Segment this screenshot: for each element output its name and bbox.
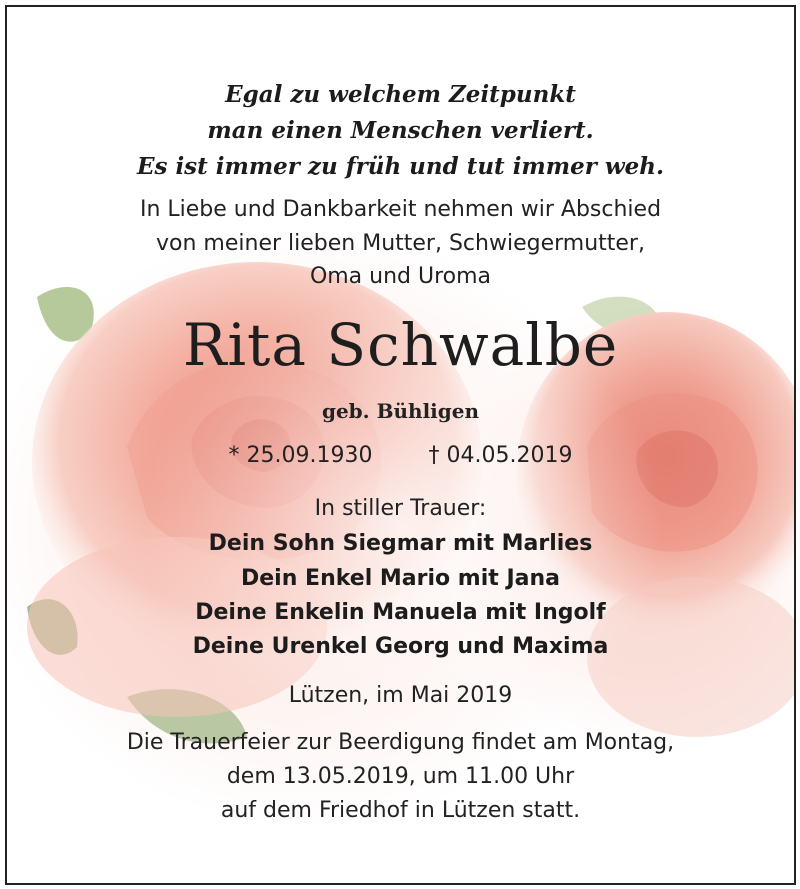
mourners-heading: In stiller Trauer: bbox=[314, 496, 487, 521]
mourner-line: Dein Enkel Mario mit Jana bbox=[241, 566, 560, 591]
intro-line-3: Oma und Uroma bbox=[309, 264, 492, 289]
mourner-line: Dein Sohn Siegmar mit Marlies bbox=[208, 531, 593, 556]
funeral-line-3: auf dem Friedhof in Lützen statt. bbox=[220, 798, 581, 823]
obituary-text bbox=[7, 7, 794, 883]
death-date: † 04.05.2019 bbox=[428, 443, 573, 468]
birth-date: * 25.09.1930 bbox=[228, 443, 373, 468]
verse-line-1: Egal zu welchem Zeitpunkt bbox=[225, 81, 576, 108]
place-and-date: Lützen, im Mai 2019 bbox=[288, 683, 513, 708]
mourner-line: Deine Urenkel Georg und Maxima bbox=[192, 634, 609, 659]
obituary-frame bbox=[5, 5, 796, 885]
deceased-name: Rita Schwalbe bbox=[182, 311, 619, 379]
funeral-line-2: dem 13.05.2019, um 11.00 Uhr bbox=[226, 764, 575, 789]
verse-line-2: man einen Menschen verliert. bbox=[207, 117, 594, 144]
intro-line-2: von meiner lieben Mutter, Schwiegermutter, bbox=[156, 231, 645, 256]
birth-name: geb. Bühligen bbox=[321, 399, 480, 423]
mourner-line: Deine Enkelin Manuela mit Ingolf bbox=[195, 600, 606, 625]
intro-line-1: In Liebe und Dankbarkeit nehmen wir Abschied bbox=[139, 197, 662, 222]
verse-line-3: Es ist immer zu früh und tut immer weh. bbox=[136, 153, 665, 180]
funeral-line-1: Die Trauerfeier zur Beerdigung findet am Montag, bbox=[126, 730, 675, 755]
life-dates bbox=[7, 443, 794, 468]
